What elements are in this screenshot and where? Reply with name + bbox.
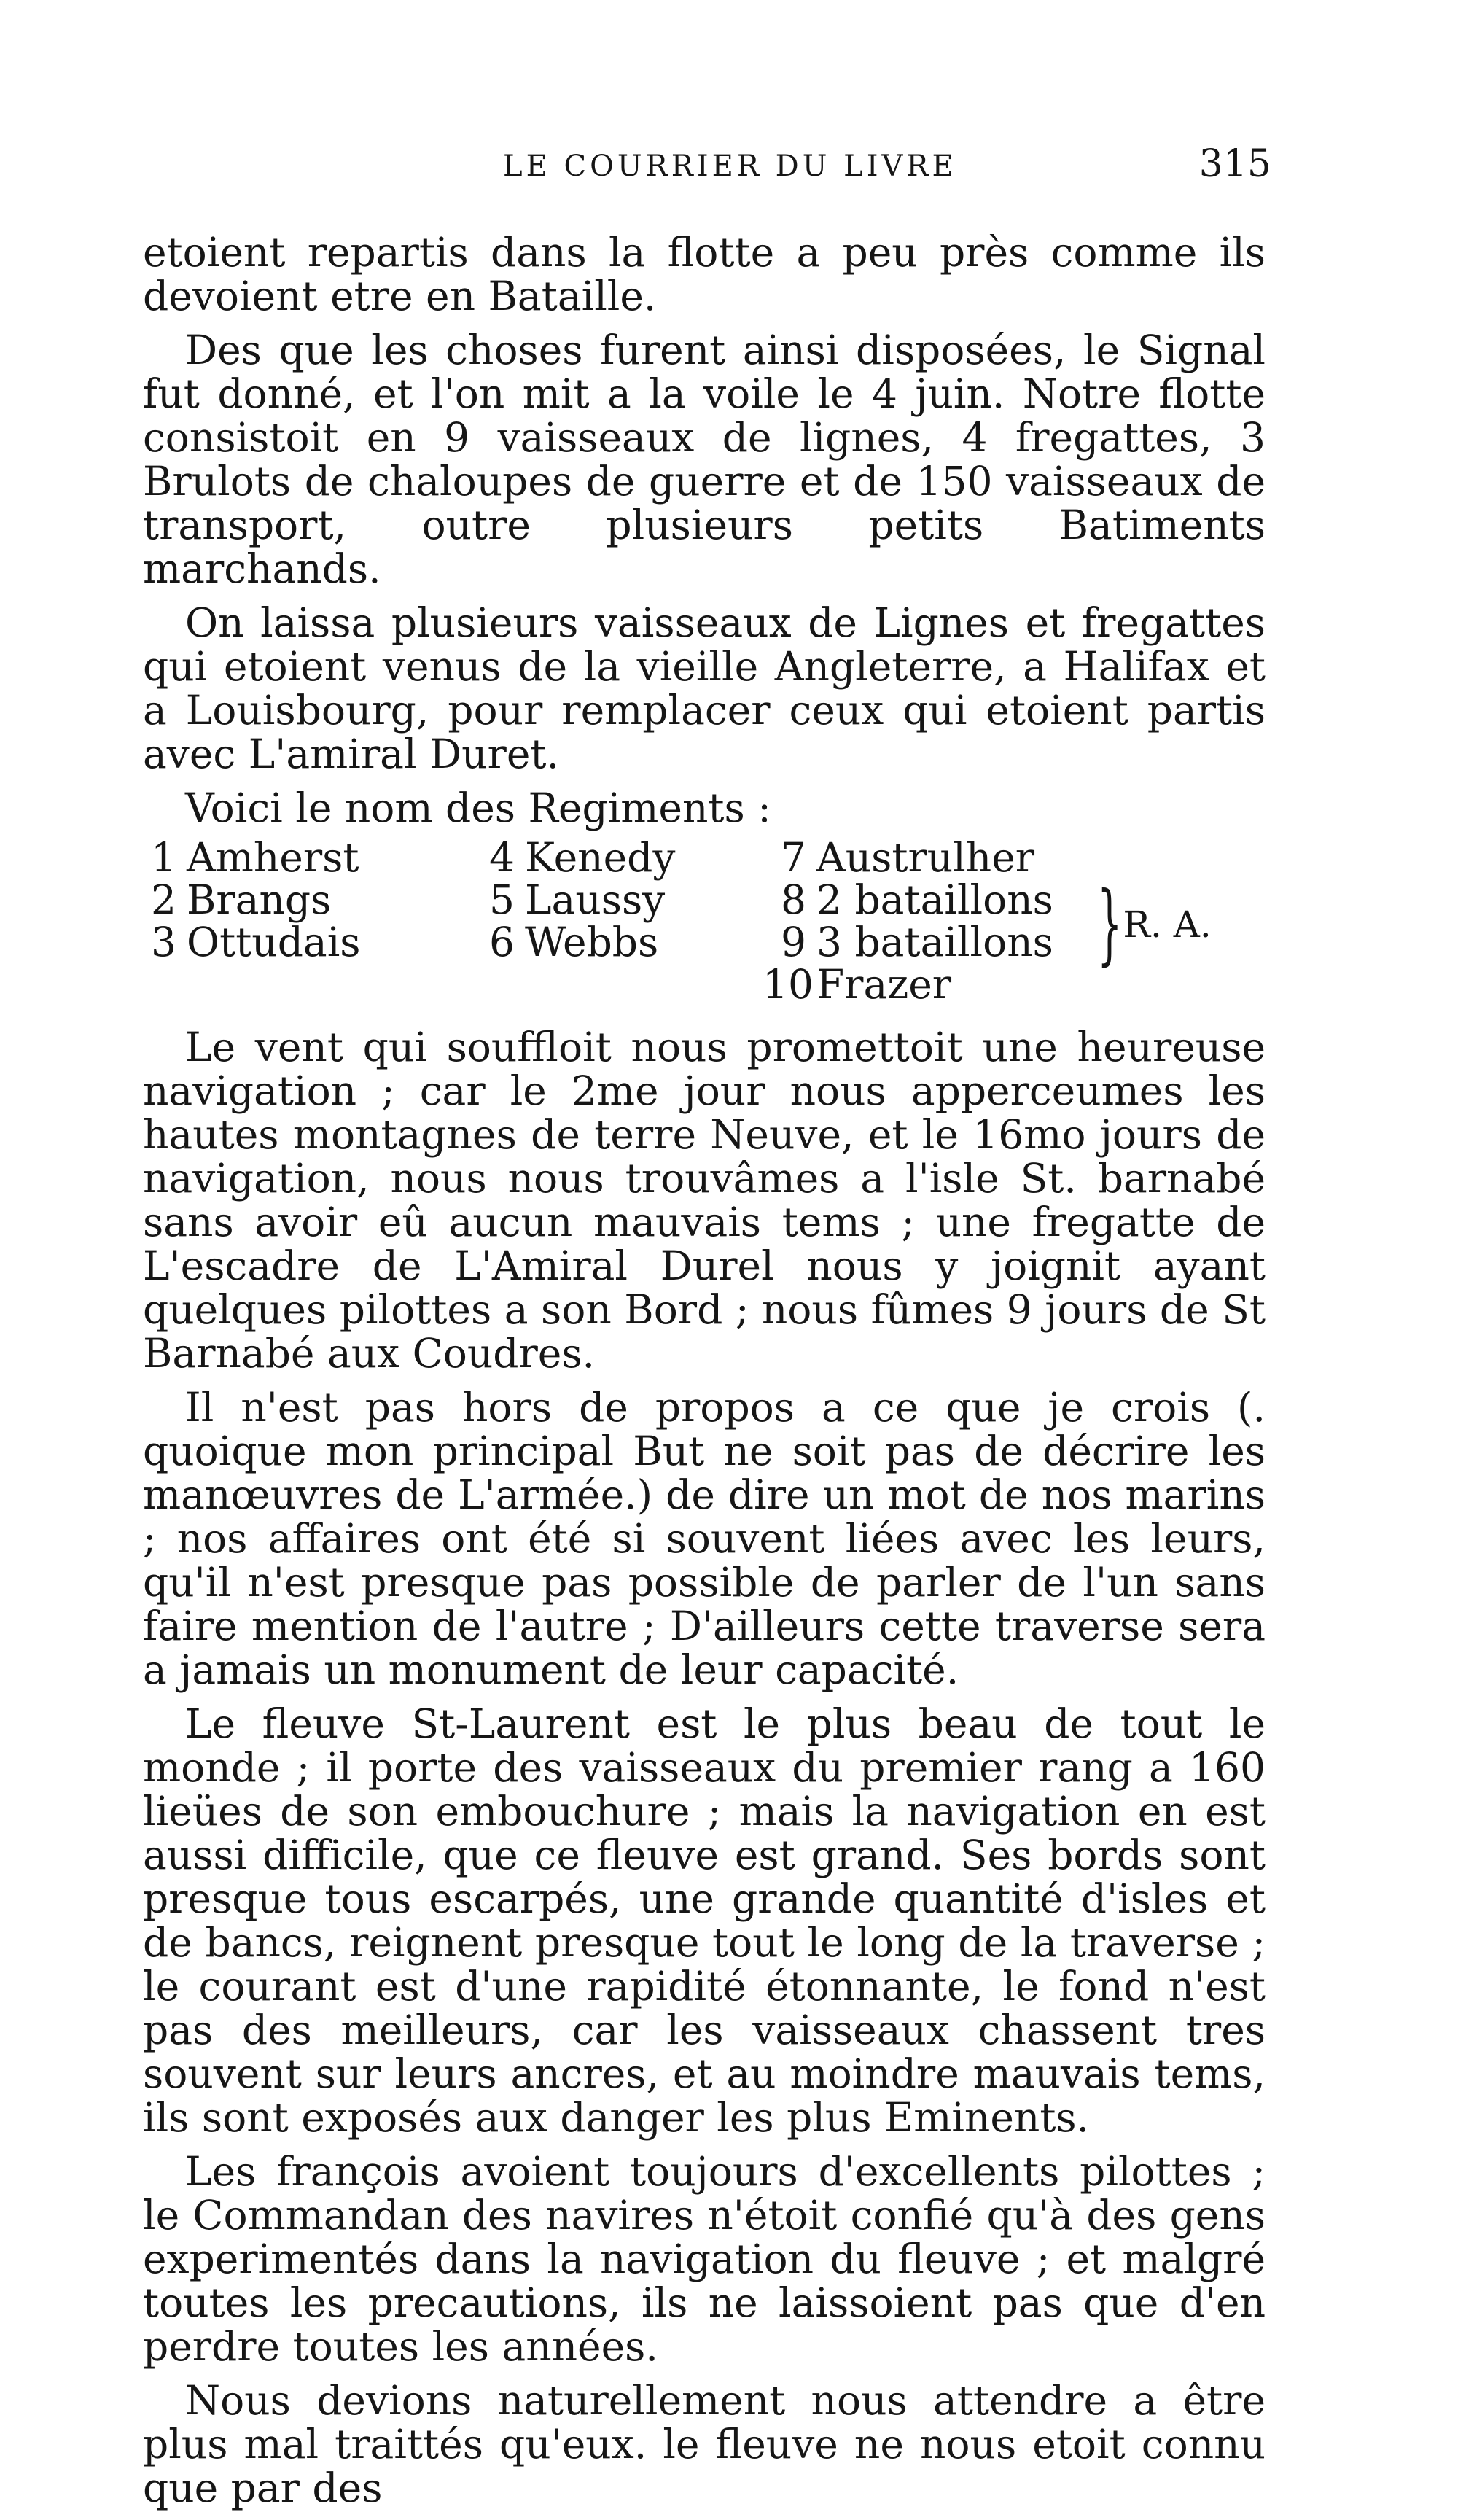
paragraph-3: On laissa plusieurs vaisseaux de Lignes et fregattes qui etoient venus de la vieille Angleterre, a Halifax et a Louisbourg, pour remplacer ceux qui etoient partis avec L'amiral Duret. — [143, 599, 1266, 777]
regiment-number: 10 — [763, 961, 814, 1008]
paragraph-8: Les françois avoient toujours d'excellents pilottes ; le Commandan des navires n'étoit confié qu'à des gens experimentés dans la navigation du fleuve ; et malgré toutes les precautions, ils ne laissoient pas que d'en perdre toutes les années. — [143, 2148, 1266, 2370]
regiment-item — [763, 920, 1053, 964]
regiment-name: Austrulher — [816, 834, 1035, 881]
regiment-number: 1 — [151, 834, 176, 881]
regiment-item — [471, 836, 675, 879]
running-title: LE COURRIER DU LIVRE — [503, 149, 957, 183]
paragraph-2: Des que les choses furent ainsi disposées, le Signal fut donné, et l'on mit a la voile le 4 juin. Notre flotte consistoit en 9 vaisseaux de lignes, 4 fregattes, 3 Brulots de chaloupes de guerre et de 150 vaisseaux de transport, outre plusieurs petits Batiments marchands. — [143, 327, 1266, 592]
brace-glyph: } — [1096, 874, 1123, 975]
brace-label: R. A. — [1123, 903, 1212, 946]
paragraph-1: etoient repartis dans la flotte a peu près comme ils devoient etre en Bataille. — [143, 229, 1266, 319]
regiment-item — [763, 962, 951, 1006]
paragraph-5: Le vent qui souffloit nous promettoit une heureuse navigation ; car le 2me jour nous apperceumes les hautes montagnes de terre Neuve, et le 16mo jours de navigation, nous nous trouvâmes a l'isle St. barnabé sans avoir eû aucun mauvais tems ; une fregatte de L'escadre de L'Amiral Durel nous y joignit ayant quelques pilottes a son Bord ; nous fûmes 9 jours de St Barnabé aux Coudres. — [143, 1024, 1266, 1377]
regiment-list — [143, 836, 1266, 1016]
regiment-name: Ottudais — [187, 919, 361, 965]
regiment-name: Amherst — [187, 834, 359, 881]
regiment-number: 7 — [781, 834, 806, 881]
regiment-item — [133, 836, 359, 879]
regiment-item — [763, 878, 1053, 922]
regiment-item — [133, 878, 331, 922]
royal-artillery-brace — [1082, 874, 1212, 975]
regiment-number: 6 — [489, 919, 515, 965]
regiment-name: Frazer — [816, 961, 952, 1008]
regiment-item — [133, 920, 361, 964]
paragraph-4: Voici le nom des Regiments : — [185, 785, 771, 831]
regiment-item — [763, 836, 1034, 879]
regiment-number: 3 — [151, 919, 176, 965]
page-number: 315 — [1198, 142, 1271, 186]
regiment-name: 3 bataillons — [816, 919, 1053, 965]
paragraph-9: Nous devions naturellement nous attendre a être plus mal traittés qu'eux. le fleuve ne nous etoit connu que par des — [143, 2377, 1266, 2511]
regiment-name: Webbs — [525, 919, 659, 965]
paragraph-6: Il n'est pas hors de propos a ce que je crois (. quoique mon principal But ne soit pas de décrire les manœuvres de L'armée.) de dire un mot de nos marins ; nos affaires ont été si souvent liées avec les leurs, qu'il n'est presque pas possible de parler de l'un sans faire mention de l'autre ; D'ailleurs cette traverse sera a jamais un monument de leur capacité. — [143, 1384, 1266, 1693]
regiment-item — [471, 920, 658, 964]
regiment-number: 2 — [151, 876, 176, 923]
regiment-number: 8 — [781, 876, 806, 923]
running-head — [0, 142, 1474, 201]
regiment-name: 2 bataillons — [816, 876, 1053, 923]
regiment-name: Brangs — [187, 876, 332, 923]
regiment-number: 9 — [781, 919, 806, 965]
regiment-item — [471, 878, 665, 922]
regiment-name: Kenedy — [525, 834, 676, 881]
paragraph-7: Le fleuve St-Laurent est le plus beau de tout le monde ; il porte des vaisseaux du premier rang a 160 lieües de son embouchure ; mais la navigation en est aussi difficile, que ce fleuve est grand. Ses bords sont presque tous escarpés, une grande quantité d'isles et de bancs, reignent presque tout le long de la traverse ; le courant est d'une rapidité étonnante, le fond n'est pas des meilleurs, car les vaisseaux chassent tres souvent sur leurs ancres, et au moindre mauvais tems, ils sont exposés aux danger les plus Eminents. — [143, 1700, 1266, 2141]
body-text — [143, 230, 1266, 2520]
regiment-name: Laussy — [525, 876, 666, 923]
regiment-number: 5 — [489, 876, 515, 923]
regiment-number: 4 — [489, 834, 515, 881]
